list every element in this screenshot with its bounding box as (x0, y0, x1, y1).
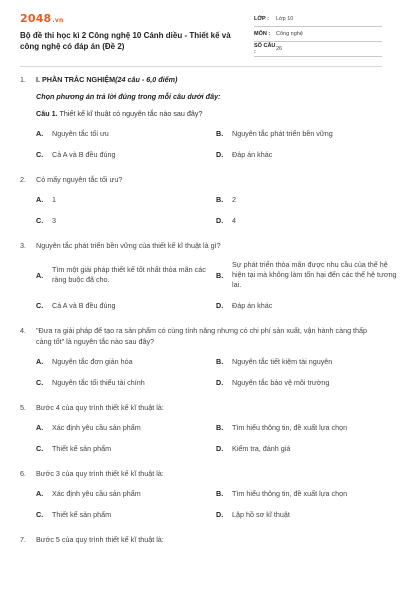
answer-option[interactable] (36, 443, 216, 454)
question-number: 4. (20, 326, 26, 335)
option-letter: C. (36, 510, 44, 519)
option-text: Nguyên tắc đơn giản hóa (52, 357, 133, 366)
question-text: Nguyên tắc phát triển bền vững của thiết kế kĩ thuật là gì? (36, 241, 221, 250)
question-text: Có mấy nguyên tắc tối ưu? (36, 175, 123, 184)
option-text: 2 (232, 195, 236, 204)
answer-options (36, 488, 382, 520)
answer-option[interactable] (36, 377, 216, 388)
answer-option[interactable] (216, 149, 398, 160)
answer-option[interactable] (36, 509, 216, 520)
option-letter: A. (36, 129, 44, 138)
sub-question-label: Câu 1. (36, 109, 58, 118)
sub-question (36, 108, 382, 119)
answer-option[interactable] (36, 194, 216, 205)
info-row-class (254, 12, 382, 27)
option-text: Thiết kế sản phẩm (52, 444, 112, 453)
question-text: Bước 3 của quy trình thiết kế kĩ thuật là: (36, 469, 164, 478)
option-text: Nguyên tắc phát triển bền vững (232, 129, 333, 138)
answer-options (36, 194, 382, 226)
option-text: Thiết kế sản phẩm (52, 510, 112, 519)
answer-options (36, 422, 382, 454)
option-letter: B. (216, 357, 224, 366)
answer-option[interactable] (216, 128, 398, 139)
answer-options (36, 128, 382, 160)
answer-option[interactable] (216, 422, 398, 433)
info-value: Lớp 10 (276, 16, 294, 22)
question-item (20, 402, 382, 454)
answer-option[interactable] (36, 300, 216, 311)
question-number: 3. (20, 241, 26, 250)
option-text: Cả A và B đều đúng (52, 301, 116, 310)
document-title: Bộ đề thi học kì 2 Công nghệ 10 Cánh diều - Thiết kế và công nghệ có đáp án (Đề 2) (20, 31, 231, 51)
info-value: Công nghệ (276, 31, 303, 37)
answer-option[interactable] (216, 443, 398, 454)
answer-option[interactable] (36, 215, 216, 226)
answer-option[interactable] (36, 260, 216, 290)
option-text: Xác định yêu cầu sản phẩm (52, 423, 141, 432)
option-text: Tìm một giải pháp thiết kế tốt nhất thỏa mãn các ràng buộc đã cho. (52, 265, 206, 284)
info-row-subject (254, 27, 382, 42)
answer-option[interactable] (216, 300, 398, 311)
header-divider (20, 66, 382, 67)
answer-options (36, 260, 397, 311)
answer-option[interactable] (36, 356, 216, 367)
answer-option[interactable] (216, 377, 398, 388)
option-letter: A. (36, 270, 44, 280)
option-letter: D. (216, 301, 224, 310)
option-text: Cả A và B đều đúng (52, 150, 116, 159)
answer-option[interactable] (216, 194, 398, 205)
section-title-text: I. PHẦN TRẮC NGHIỆM (36, 75, 116, 84)
question-text: Bước 4 của quy trình thiết kế kĩ thuật là: (36, 403, 164, 412)
question-list (20, 74, 397, 559)
question-number: 2. (20, 175, 26, 184)
question-number: 1. (20, 75, 26, 84)
option-text: Xác định yêu cầu sản phẩm (52, 489, 141, 498)
question-text: "Đưa ra giải pháp để tạo ra sản phẩm có cùng tính năng nhưng có chi phí sản xuất, vận hành càng thấp càng tốt" là nguyên tắc nào sau đây? (36, 326, 368, 346)
section-title (36, 74, 382, 85)
option-text: Lập hồ sơ kĩ thuật (232, 510, 290, 519)
option-letter: D. (216, 444, 224, 453)
answer-option[interactable] (216, 488, 398, 499)
info-label: MÔN : (254, 31, 271, 37)
answer-option[interactable] (216, 509, 398, 520)
question-item (20, 240, 397, 311)
answer-options (36, 356, 382, 388)
option-letter: B. (216, 423, 224, 432)
option-letter: A. (36, 357, 44, 366)
option-letter: C. (36, 216, 44, 225)
option-letter: B. (216, 195, 224, 204)
option-letter: A. (36, 195, 44, 204)
question-number: 6. (20, 469, 26, 478)
option-text: Nguyên tắc tối thiểu tài chính (52, 378, 145, 387)
option-letter: C. (36, 378, 44, 387)
answer-option[interactable] (216, 260, 398, 290)
option-letter: D. (216, 378, 224, 387)
option-text: Nguyên tắc tiết kiệm tài nguyên (232, 357, 333, 366)
question-item (20, 174, 382, 226)
document-info-table (254, 12, 382, 57)
info-label: LỚP : (254, 16, 269, 22)
answer-option[interactable] (216, 356, 398, 367)
question-item (20, 74, 382, 160)
option-letter: D. (216, 510, 224, 519)
option-text: Nguyên tắc bảo vệ môi trường (232, 378, 330, 387)
answer-option[interactable] (36, 422, 216, 433)
option-letter: A. (36, 423, 44, 432)
option-text: Sự phát triển thỏa mãn được nhu cầu của thế hệ hiện tại mà không làm tổn hại đến các thế hệ tương lai. (232, 260, 397, 289)
option-text: 4 (232, 216, 236, 225)
answer-option[interactable] (36, 488, 216, 499)
option-letter: C. (36, 150, 44, 159)
question-item (20, 468, 382, 520)
option-text: Tìm hiểu thông tin, đề xuất lựa chọn (232, 423, 348, 432)
option-letter: A. (36, 489, 44, 498)
option-text: 3 (52, 216, 56, 225)
answer-option[interactable] (36, 149, 216, 160)
option-letter: C. (36, 301, 44, 310)
question-text: Bước 5 của quy trình thiết kế kĩ thuật là: (36, 535, 164, 544)
option-text: Kiểm tra, đánh giá (232, 444, 291, 453)
site-logo[interactable] (20, 12, 63, 25)
option-text: Tìm hiểu thông tin, đề xuất lựa chọn (232, 489, 348, 498)
option-letter: D. (216, 150, 224, 159)
question-item (20, 325, 382, 388)
option-letter: B. (216, 489, 224, 498)
question-number: 5. (20, 403, 26, 412)
section-title-note: (24 câu - 6,0 điểm) (115, 75, 178, 84)
page-header (20, 12, 382, 56)
option-text: Đáp án khác (232, 150, 273, 159)
option-letter: B. (216, 129, 224, 138)
section-instruction: Chọn phương án trả lời đúng trong mỗi câu dưới đây: (36, 92, 221, 101)
info-row-question-count (254, 42, 382, 57)
question-number: 7. (20, 535, 26, 544)
option-text: Đáp án khác (232, 301, 273, 310)
option-letter: D. (216, 216, 224, 225)
info-label: SỐ CÂU : (254, 43, 276, 55)
logo-main: 2048 (20, 12, 52, 25)
answer-option[interactable] (216, 215, 398, 226)
sub-question-text: Thiết kế kĩ thuật có nguyên tắc nào sau đây? (57, 109, 203, 118)
option-text: 1 (52, 195, 56, 204)
answer-option[interactable] (36, 128, 216, 139)
info-value: 26 (276, 46, 283, 52)
option-letter: B. (216, 270, 224, 280)
option-text: Nguyên tắc tối ưu (52, 129, 109, 138)
logo-suffix: .vn (52, 17, 64, 24)
question-item (20, 534, 382, 545)
option-letter: C. (36, 444, 44, 453)
